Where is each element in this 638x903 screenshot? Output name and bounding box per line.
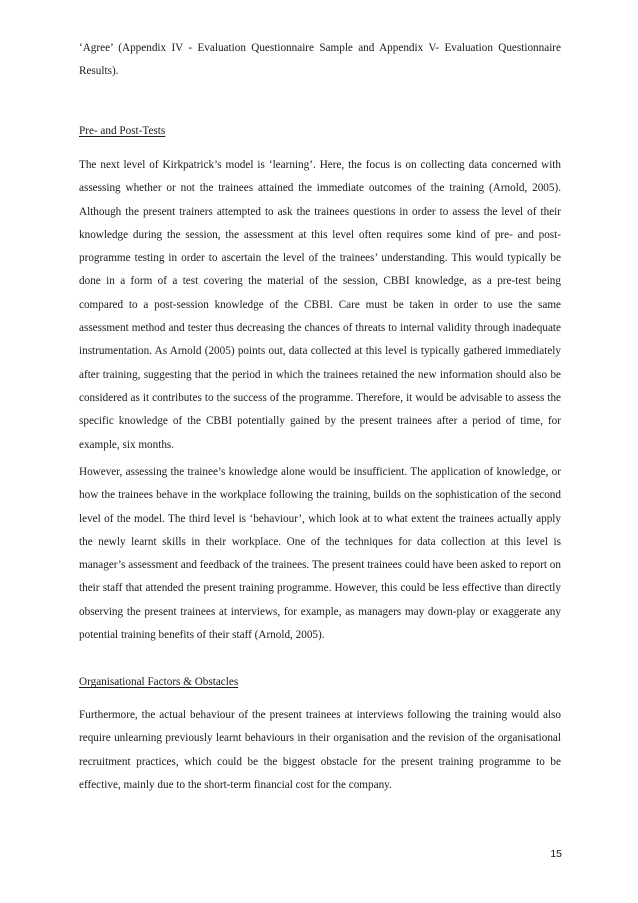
section-heading-organisational-factors: Organisational Factors & Obstacles xyxy=(79,676,239,688)
section-heading-pre-post-tests: Pre- and Post-Tests xyxy=(79,125,166,137)
paragraph-learning-level: The next level of Kirkpatrick’s model is ‘learning’. Here, the focus is on collecting data concerned with assessing whether or not the trainees attained the immediate outcomes of the training (Arnold, 2005). Although the present trainers attempted to ask the trainees questions in order to assess the level of their knowledge during the session, the assessment at this level often requires some kind of pre- and post-programme testing in order to ascertain the level of the trainees’ understanding. This would typically be done in a form of a test covering the material of the session, CBBI knowledge, as a pre-test being compared to a post-session knowledge of the CBBI. Care must be taken in order to use the same assessment method and tester thus decreasing the chances of threats to internal validity through inadequate instrumentation. As Arnold (2005) points out, data collected at this level is typically gathered immediately after training, suggesting that the period in which the trainees retained the new information should also be considered as it contributes to the success of the programme. Therefore, it would be advisable to assess the specific knowledge of the CBBI potentially gained by the present trainees after a period of time, for example, six months. xyxy=(79,159,561,451)
page-number: 15 xyxy=(550,848,562,860)
paragraph-organisational-obstacles: Furthermore, the actual behaviour of the present trainees at interviews following the training would also require unlearning previously learnt behaviours in their organisation and the revision of the organisational recruitment practices, which could be the biggest obstacle for the present training programme to be effective, mainly due to the short-term financial cost for the company. xyxy=(79,709,561,791)
intro-paragraph: ‘Agree’ (Appendix IV - Evaluation Questionnaire Sample and Appendix V- Evaluation Questionnaire Results). xyxy=(79,42,561,78)
paragraph-behaviour-level: However, assessing the trainee’s knowledge alone would be insufficient. The application of knowledge, or how the trainees behave in the workplace following the training, builds on the sophistication of the second level of the model. The third level is ‘behaviour’, which look at to what extent the trainees actually apply the newly learnt skills in their workplace. One of the techniques for data collection at this level is manager’s assessment and feedback of the trainees. The present trainees could have been asked to report on their staff that attended the present training programme. However, this could be less effective than directly observing the present trainees at interviews, for example, as managers may down-play or exaggerate any potential training benefits of their staff (Arnold, 2005). xyxy=(79,466,561,642)
